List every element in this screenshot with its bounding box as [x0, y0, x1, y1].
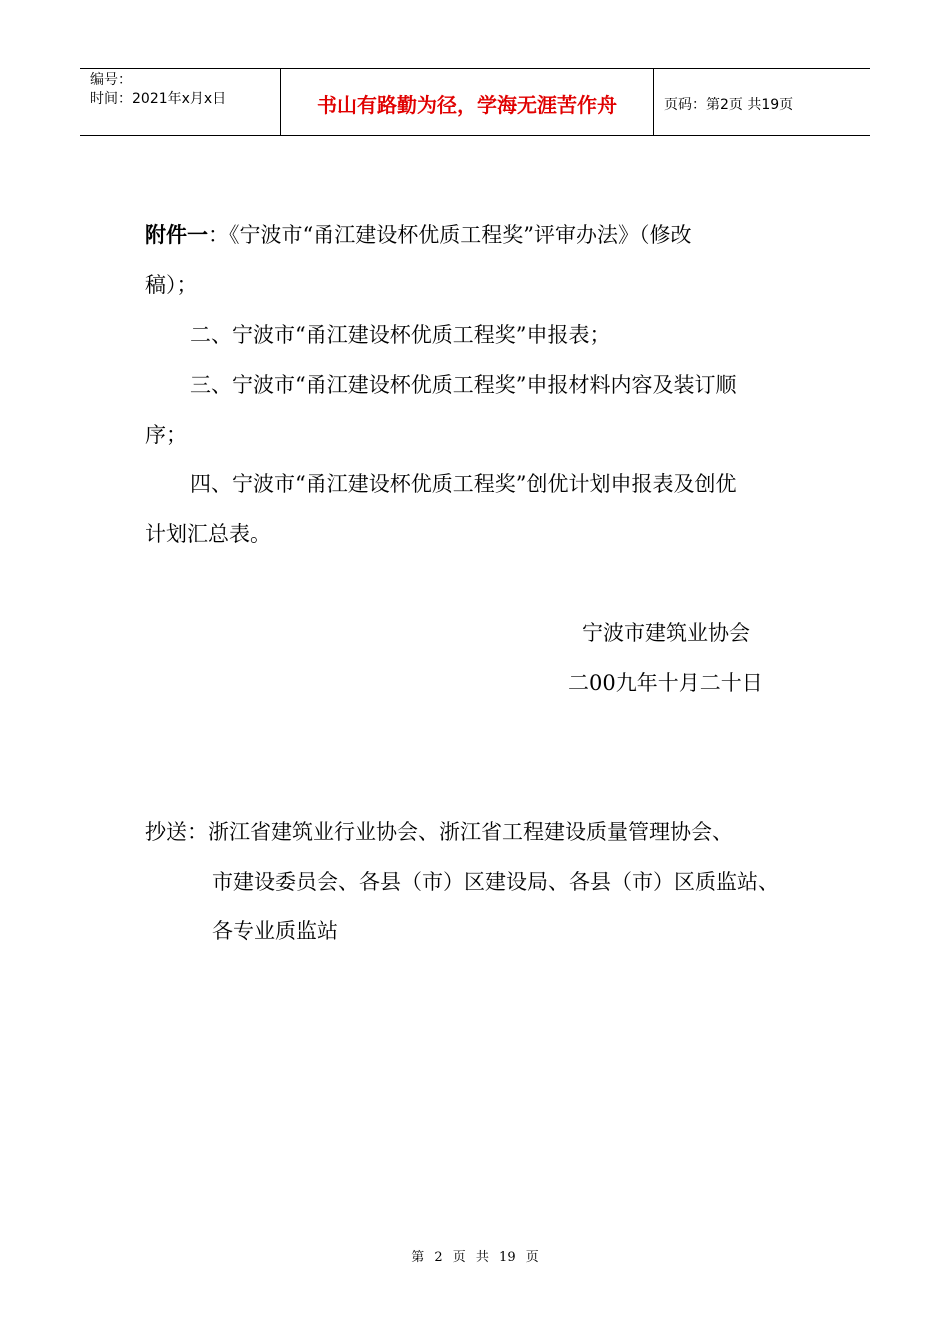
attachment-item-1-line-1	[145, 221, 691, 249]
cc-line-1: 抄送：浙江省建筑业行业协会、浙江省工程建设质量管理协会、	[145, 820, 733, 844]
attachment-label: 附件一	[145, 223, 208, 247]
document-number-label: 编号：	[90, 72, 132, 88]
document-header	[80, 68, 870, 136]
cc-line-2: 市建设委员会、各县（市）区建设局、各县（市）区质监站、	[212, 870, 779, 894]
header-page-reference: 页码：第2页 共19页	[664, 96, 794, 113]
attachment-item-1-line-2: 稿）；	[145, 273, 198, 297]
header-page-cell	[654, 69, 870, 135]
attachment-item-4-line-1: 四、宁波市“甬江建设杯优质工程奖”创优计划申报表及创优	[190, 472, 737, 496]
attachment-item-1-text: ：《宁波市“甬江建设杯优质工程奖”评审办法》（修改	[208, 223, 692, 247]
header-meta-cell	[80, 69, 281, 135]
header-motto: 书山有路勤为径，学海无涯苦作舟	[317, 93, 617, 117]
page-footer: 第 2 页 共 19 页	[411, 1250, 539, 1265]
cc-line-3: 各专业质监站	[212, 919, 338, 943]
attachment-item-4-line-2: 计划汇总表。	[145, 522, 271, 546]
header-motto-cell	[281, 69, 654, 135]
attachment-item-2: 二、宁波市“甬江建设杯优质工程奖”申报表；	[190, 323, 611, 347]
signature-organization: 宁波市建筑业协会	[582, 621, 750, 645]
attachment-item-3-line-1: 三、宁波市“甬江建设杯优质工程奖”申报材料内容及装订顺	[190, 373, 737, 397]
attachment-item-3-line-2: 序；	[145, 423, 187, 447]
document-time-label: 时间：2021年x月x日	[90, 91, 227, 107]
signature-date: 二00九年十月二十日	[568, 671, 763, 695]
